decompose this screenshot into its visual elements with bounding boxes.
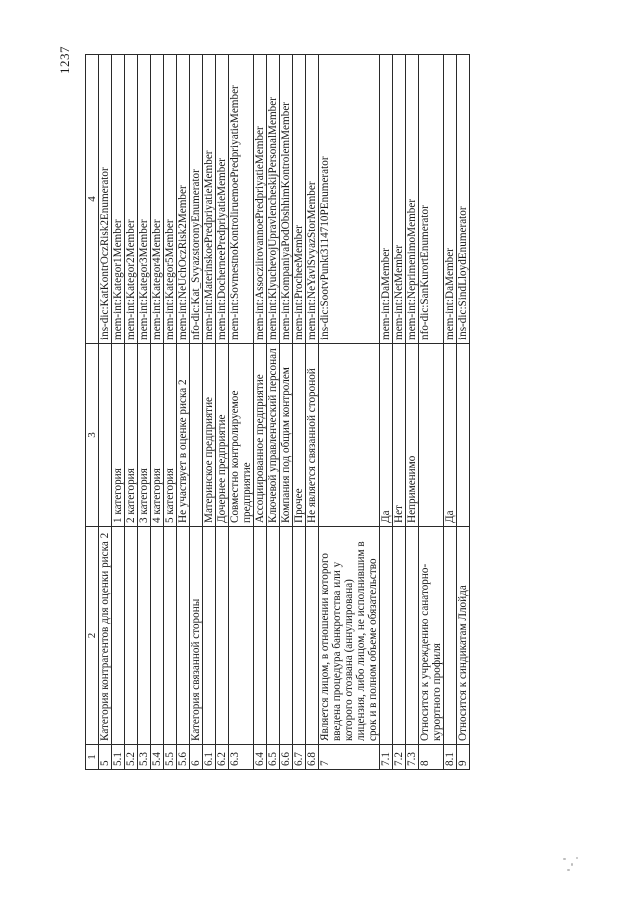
row-code-cell: 8.1	[444, 745, 457, 770]
row-code-cell: 7.2	[393, 745, 406, 770]
row-value-cell: Не участвует в оценке риска 2	[177, 344, 190, 527]
row-element-cell: ins-dic:SindLloydEnumerator	[457, 55, 470, 344]
row-element-cell: mem-int:Kategor3Member	[138, 55, 151, 344]
row-element-cell: mem-int:DocherneePredpriyatieMember	[216, 55, 229, 344]
row-value-cell	[319, 344, 380, 527]
row-name-cell: Категория контрагентов для оценки риска 2	[99, 527, 112, 745]
row-value-cell: Да	[380, 344, 393, 527]
row-value-cell: Дочернее предприятие	[216, 344, 229, 527]
row-value-cell: Неприменимо	[406, 344, 419, 527]
row-element-cell: mem-int:Kategor2Member	[125, 55, 138, 344]
table-row	[125, 55, 138, 770]
table-row	[216, 55, 229, 770]
row-name-cell	[380, 527, 393, 745]
row-name-cell	[280, 527, 293, 745]
row-value-cell: Не является связанной стороной	[306, 344, 319, 527]
row-name-cell	[229, 527, 254, 745]
table-row	[280, 55, 293, 770]
row-element-cell: nfo-dic:Kat_SvyazstoronyEnumerator	[190, 55, 203, 344]
table-row	[393, 55, 406, 770]
table-row	[138, 55, 151, 770]
scan-speck	[576, 857, 578, 859]
row-value-cell: Ассоциированное предприятие	[254, 344, 267, 527]
row-element-cell: mem-int:ProcheeMember	[293, 55, 306, 344]
row-element-cell: ins-dic:SootvPunkt3114710PEnumerator	[319, 55, 380, 344]
row-code-cell: 6.5	[267, 745, 280, 770]
row-element-cell: mem-int:Kategor1Member	[112, 55, 125, 344]
row-code-cell: 7.3	[406, 745, 419, 770]
row-code-cell: 5.4	[151, 745, 164, 770]
row-name-cell	[267, 527, 280, 745]
row-element-cell: mem-int:DaMember	[380, 55, 393, 344]
row-name-cell	[406, 527, 419, 745]
row-code-cell: 7.1	[380, 745, 393, 770]
row-element-cell: mem-int:Kategor5Member	[164, 55, 177, 344]
row-value-cell	[457, 344, 470, 527]
table-row	[306, 55, 319, 770]
row-name-cell	[177, 527, 190, 745]
row-element-cell: nfo-dic:SanKurortEnumerator	[419, 55, 444, 344]
row-value-cell: Материнское предприятие	[203, 344, 216, 527]
row-element-cell: mem-int:KlyuchevojUpravlencheskijPersonalMember	[267, 55, 280, 344]
table-row	[457, 55, 470, 770]
row-element-cell: mem-int:NeprimenimoMember	[406, 55, 419, 344]
row-value-cell: Да	[444, 344, 457, 527]
scan-speck	[563, 858, 566, 860]
row-value-cell: 5 категория	[164, 344, 177, 527]
row-code-cell: 9	[457, 745, 470, 770]
row-name-cell: Относится к синдикатам Ллойда	[457, 527, 470, 745]
row-name-cell	[203, 527, 216, 745]
row-value-cell: Нет	[393, 344, 406, 527]
table-row	[293, 55, 306, 770]
row-code-cell: 7	[319, 745, 380, 770]
row-name-cell	[151, 527, 164, 745]
row-code-cell: 6.7	[293, 745, 306, 770]
row-element-cell: mem-int:Kategor4Member	[151, 55, 164, 344]
row-element-cell: mem-int:DaMember	[444, 55, 457, 344]
header-col-2: 2	[86, 527, 99, 745]
row-name-cell	[125, 527, 138, 745]
table-row	[112, 55, 125, 770]
row-code-cell: 5.1	[112, 745, 125, 770]
row-code-cell: 5.2	[125, 745, 138, 770]
row-element-cell: mem-int:NeYavlSvyazStorMember	[306, 55, 319, 344]
row-code-cell: 5	[99, 745, 112, 770]
table-row	[229, 55, 254, 770]
row-value-cell: 3 категория	[138, 344, 151, 527]
row-code-cell: 6.1	[203, 745, 216, 770]
table-body	[99, 55, 470, 770]
table-row	[164, 55, 177, 770]
scan-speck	[571, 863, 573, 866]
row-value-cell: 1 категория	[112, 344, 125, 527]
table-row	[151, 55, 164, 770]
table-row	[99, 55, 112, 770]
row-name-cell	[393, 527, 406, 745]
row-element-cell: mem-int:AssocziirovannoePredpriyatieMember	[254, 55, 267, 344]
row-value-cell: 2 категория	[125, 344, 138, 527]
row-code-cell: 5.6	[177, 745, 190, 770]
row-name-cell	[112, 527, 125, 745]
row-value-cell	[419, 344, 444, 527]
table-row	[444, 55, 457, 770]
row-code-cell: 6.6	[280, 745, 293, 770]
row-code-cell: 8	[419, 745, 444, 770]
row-name-cell: Категория связанной стороны	[190, 527, 203, 745]
header-col-4: 4	[86, 55, 99, 344]
row-element-cell: ins-dic:KatKontrOczRisk2Enumerator	[99, 55, 112, 344]
row-name-cell	[306, 527, 319, 745]
header-col-3: 3	[86, 344, 99, 527]
row-name-cell	[293, 527, 306, 745]
row-element-cell: mem-int:NeUchOczRisk2Member	[177, 55, 190, 344]
row-code-cell: 6.8	[306, 745, 319, 770]
table-header-row	[86, 55, 99, 770]
row-code-cell: 6.2	[216, 745, 229, 770]
table-row	[419, 55, 444, 770]
row-element-cell: mem-int:KompaniyaPodObshhimKontrolemMember	[280, 55, 293, 344]
row-value-cell: 4 категория	[151, 344, 164, 527]
row-name-cell	[254, 527, 267, 745]
row-name-cell	[138, 527, 151, 745]
row-name-cell: Является лицом, в отношении которого введена процедура банкротства или у которого отозвана (аннулирована) лицензия, либо лицом, не исполнившим в срок и в полном объеме обязательство	[319, 527, 380, 745]
row-value-cell: Совместно контролируемое предприятие	[229, 344, 254, 527]
row-value-cell	[190, 344, 203, 527]
row-element-cell: mem-int:NetMember	[393, 55, 406, 344]
row-code-cell: 5.5	[164, 745, 177, 770]
table-row	[380, 55, 393, 770]
row-name-cell	[216, 527, 229, 745]
row-code-cell: 6.3	[229, 745, 254, 770]
row-element-cell: mem-int:MaterinskoePredpriyatieMember	[203, 55, 216, 344]
row-value-cell: Ключевой управленческий персонал	[267, 344, 280, 527]
row-code-cell: 5.3	[138, 745, 151, 770]
row-name-cell	[164, 527, 177, 745]
row-name-cell: Относится к учреждению санаторно-курортного профиля	[419, 527, 444, 745]
row-name-cell	[444, 527, 457, 745]
rotated-document	[10, 10, 622, 875]
row-element-cell: mem-int:SovmestnoKontroliruemoePredpriyatieMember	[229, 55, 254, 344]
table-row	[190, 55, 203, 770]
header-col-1: 1	[86, 745, 99, 770]
table-row	[319, 55, 380, 770]
table-row	[177, 55, 190, 770]
table-row	[254, 55, 267, 770]
table-row	[406, 55, 419, 770]
scan-speck	[567, 869, 570, 871]
row-value-cell: Компания под общим контролем	[280, 344, 293, 527]
table-row	[267, 55, 280, 770]
row-code-cell: 6.4	[254, 745, 267, 770]
table-row	[203, 55, 216, 770]
row-value-cell	[99, 344, 112, 527]
page-number: 1237	[57, 46, 72, 74]
row-code-cell: 6	[190, 745, 203, 770]
row-value-cell: Прочее	[293, 344, 306, 527]
taxonomy-table	[85, 54, 470, 770]
